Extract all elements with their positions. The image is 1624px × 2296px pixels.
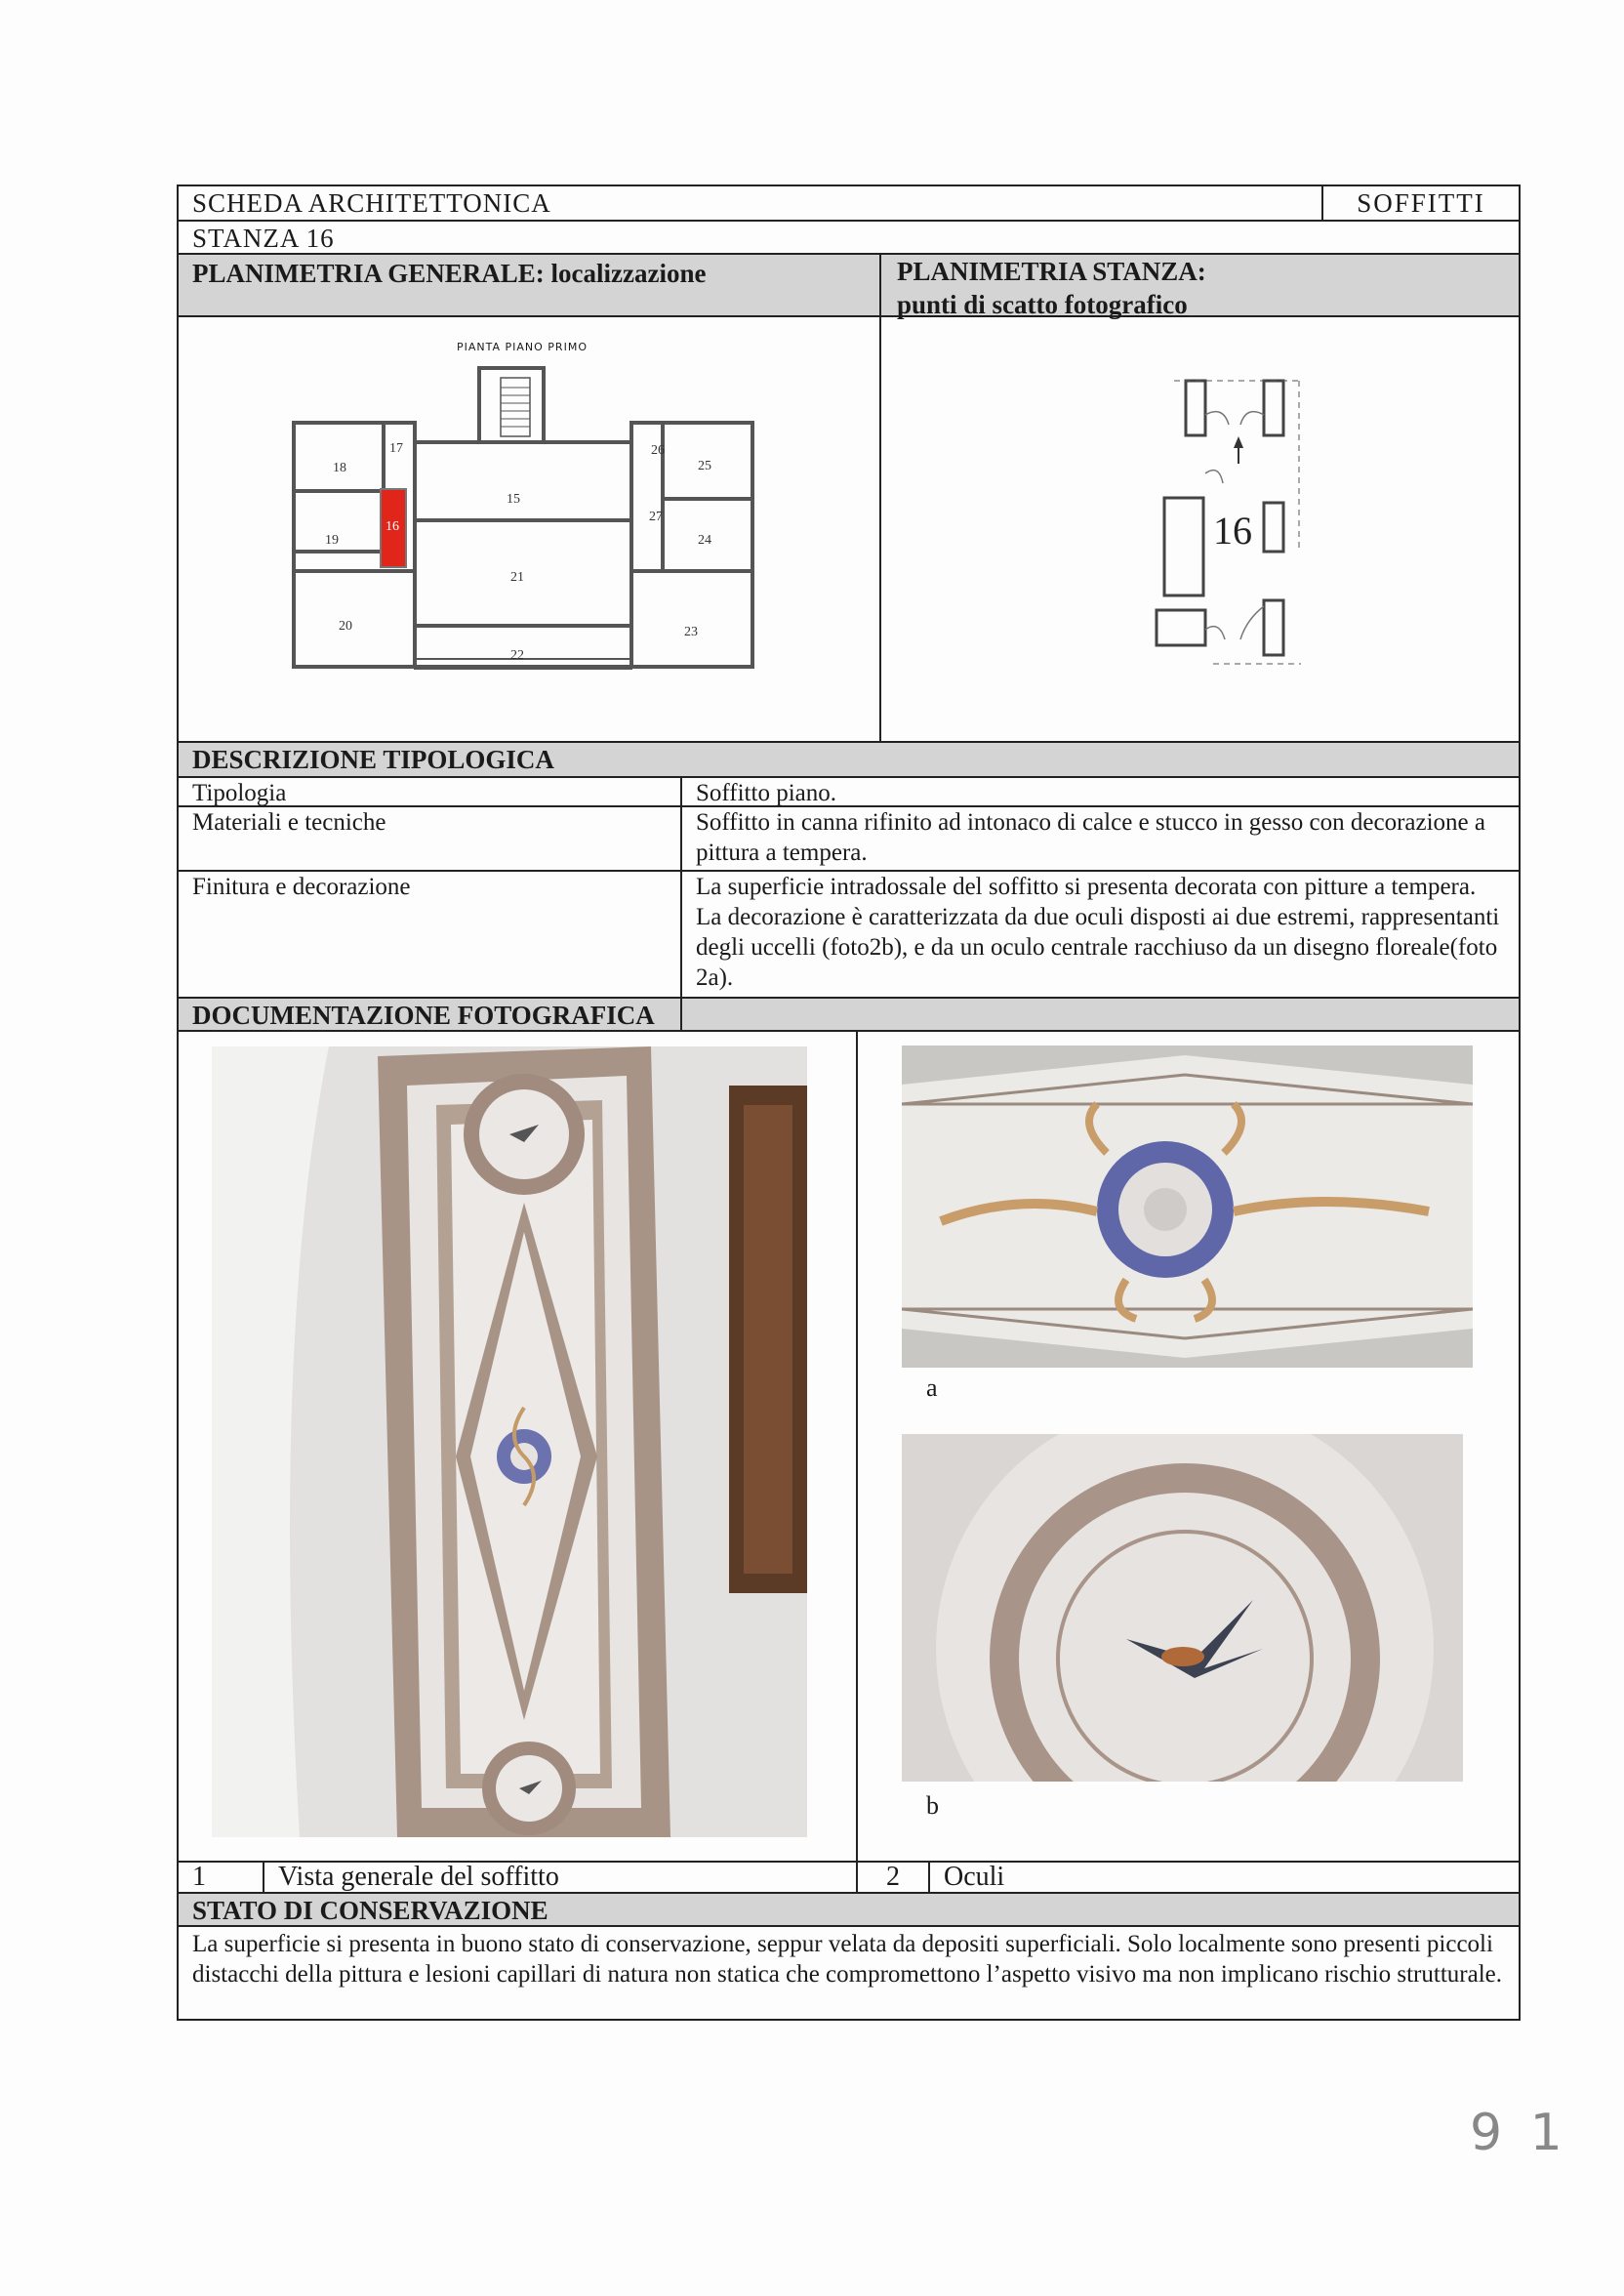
room-label: 23	[684, 625, 698, 639]
conservation-heading-row	[179, 1894, 1519, 1927]
conservation-text-row	[179, 1927, 1519, 2019]
caption-1-number: 1	[192, 1862, 206, 1892]
conservation-text: La superficie si presenta in buono stato di conservazione, seppur velata da depositi superficiali. Solo localmente sono presenti piccoli distacchi della pittura e lesioni capillari di natura non statica che compromettono l’aspetto visivo ma non implicano rischio strutturale.	[192, 1931, 1502, 1988]
conservation-heading: STATO DI CONSERVAZIONE	[192, 1896, 548, 1925]
page-number: 9 1	[1470, 2104, 1568, 2162]
typology-value: Soffitto piano.	[680, 778, 1519, 805]
photo-2b-label: b	[926, 1791, 939, 1820]
photo-2a-floral-oculus	[902, 1046, 1473, 1368]
photo-2b-bird-oculus	[902, 1434, 1463, 1782]
description-heading-row	[179, 743, 1519, 778]
architectural-sheet	[177, 184, 1521, 2021]
materials-label: Materiali e tecniche	[192, 809, 386, 836]
ceiling-overview-image	[212, 1046, 807, 1837]
room-label: 18	[333, 461, 346, 475]
finishing-row	[179, 872, 1519, 999]
typology-row	[179, 778, 1519, 807]
room-label: 24	[698, 533, 711, 548]
description-heading: DESCRIZIONE TIPOLOGICA	[192, 745, 554, 774]
room-label: 15	[507, 492, 520, 507]
room-label: 26	[651, 443, 665, 458]
finishing-label: Finitura e decorazione	[192, 874, 411, 900]
plans-heading-row	[179, 255, 1519, 317]
room-label: 27	[649, 510, 663, 524]
photo-heading-row	[179, 999, 1519, 1032]
photo-2-cell	[856, 1032, 1519, 1861]
floor-label: PIANTA PIANO PRIMO	[457, 341, 588, 353]
caption-2-number: 2	[856, 1863, 928, 1892]
room-plan-heading-line2: punti di scatto fotografico	[897, 290, 1188, 319]
room-label: 16	[386, 519, 399, 534]
photo-1-cell	[179, 1032, 856, 1861]
photo-1-ceiling-overview	[212, 1046, 807, 1837]
general-floor-plan-drawing	[179, 317, 879, 743]
room-label: 22	[510, 648, 524, 663]
typology-label: Tipologia	[192, 780, 287, 806]
category-label: SOFFITTI	[1321, 186, 1519, 220]
room-label: 17	[389, 441, 403, 456]
finishing-value: La superficie intradossale del soffitto si presenta decorata con pitture a tempera. La decorazione è caratterizzata da due oculi disposti ai due estremi, rappresentanti degli uccelli (foto2b), e da un oculo centrale racchiuso da un disegno floreale(foto 2a).	[680, 872, 1519, 997]
room-label: 21	[510, 570, 524, 585]
photo-2a-label: a	[926, 1374, 938, 1402]
caption-2-text: Oculi	[928, 1863, 1519, 1892]
captions-row	[179, 1863, 1519, 1894]
room-label: 25	[698, 459, 711, 473]
room-label: 19	[325, 533, 339, 548]
room-plan-heading-line1: PLANIMETRIA STANZA:	[897, 257, 1206, 286]
floral-oculus-image	[902, 1046, 1473, 1368]
title-row	[179, 186, 1519, 222]
room-label: 20	[339, 619, 352, 634]
room-plan-heading	[879, 255, 1519, 319]
materials-row	[179, 807, 1519, 872]
materials-value: Soffitto in canna rifinito ad intonaco di calce e stucco in gesso con decorazione a pittura a tempera.	[680, 807, 1519, 870]
plans-row	[179, 317, 1519, 743]
sheet-title: SCHEDA ARCHITETTONICA	[192, 188, 551, 218]
room-row	[179, 222, 1519, 255]
photos-row	[179, 1032, 1519, 1863]
room-plan-number: 16	[1213, 509, 1252, 553]
room-title: STANZA 16	[192, 224, 335, 253]
general-plan	[179, 317, 879, 741]
general-plan-heading: PLANIMETRIA GENERALE: localizzazione	[179, 255, 879, 315]
room-plan-drawing	[881, 317, 1521, 743]
caption-1-text: Vista generale del soffitto	[263, 1863, 856, 1892]
photo-heading: DOCUMENTAZIONE FOTOGRAFICA	[179, 999, 680, 1030]
room-plan	[879, 317, 1521, 741]
bird-oculus-image	[902, 1434, 1463, 1782]
